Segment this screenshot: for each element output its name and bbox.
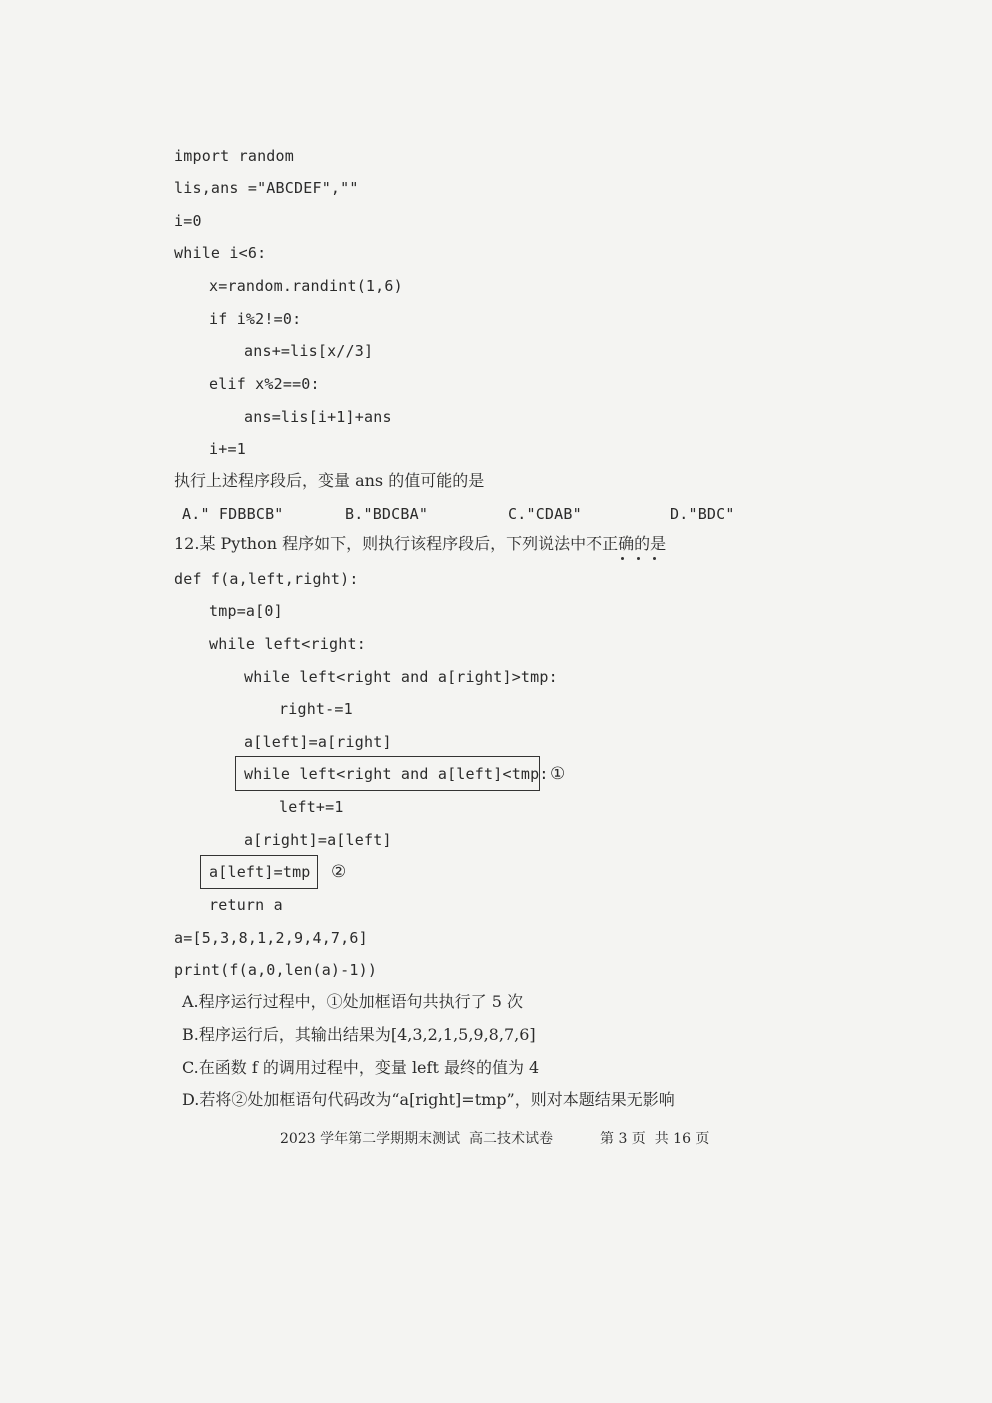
- option-c: C.在函数 f 的调用过程中，变量 left 最终的值为 4: [182, 1058, 540, 1077]
- code-line: ans+=lis[x//3]: [244, 342, 374, 360]
- code-line: while i<6:: [174, 244, 267, 262]
- option-b: B.程序运行后，其输出结果为[4,3,2,1,5,9,8,7,6]: [182, 1025, 536, 1044]
- code-line: a[left]=a[right]: [244, 733, 392, 751]
- option-c: C."CDAB": [508, 505, 582, 523]
- option-d: D."BDC": [670, 505, 735, 523]
- option-b: B."BDCBA": [345, 505, 429, 523]
- emphasis-dot: [653, 557, 656, 560]
- marker-1: ①: [550, 764, 566, 784]
- code-line: left+=1: [279, 798, 344, 816]
- code-line: i+=1: [209, 440, 246, 458]
- code-line-boxed-1: while left<right and a[left]<tmp:: [244, 765, 549, 783]
- code-line: print(f(a,0,len(a)-1)): [174, 961, 378, 979]
- code-line: a=[5,3,8,1,2,9,4,7,6]: [174, 929, 368, 947]
- option-d: D.若将②处加框语句代码改为“a[right]=tmp”，则对本题结果无影响: [182, 1090, 675, 1109]
- code-line: i=0: [174, 212, 202, 230]
- marker-2: ②: [331, 862, 347, 882]
- code-line: if i%2!=0:: [209, 310, 302, 328]
- code-line: right-=1: [279, 700, 353, 718]
- stem-end: 的是: [634, 534, 667, 553]
- code-line: ans=lis[i+1]+ans: [244, 408, 392, 426]
- stem-emphasis: 不正确: [586, 534, 635, 553]
- footer-page-number: 第 3 页 共 16 页: [600, 1131, 710, 1147]
- code-line-boxed-2: a[left]=tmp: [209, 863, 311, 881]
- question-11-stem: 执行上述程序段后，变量 ans 的值可能的是: [174, 471, 485, 490]
- question-12-stem: [174, 534, 666, 554]
- emphasis-dot: [637, 557, 640, 560]
- code-line: def f(a,left,right):: [174, 570, 359, 588]
- stem-start: 12.某 Python 程序如下，则执行该程序段后，下列说法中: [174, 534, 587, 553]
- code-line: import random: [174, 147, 294, 165]
- emphasis-dot: [621, 557, 624, 560]
- code-line: a[right]=a[left]: [244, 831, 392, 849]
- footer-exam-title: 2023 学年第二学期期末测试 高二技术试卷: [280, 1131, 553, 1147]
- code-line: return a: [209, 896, 283, 914]
- option-a: A.程序运行过程中，①处加框语句共执行了 5 次: [182, 992, 523, 1011]
- code-line: x=random.randint(1,6): [209, 277, 403, 295]
- code-line: lis,ans ="ABCDEF","": [174, 179, 359, 197]
- code-line: elif x%2==0:: [209, 375, 320, 393]
- code-line: while left<right:: [209, 635, 366, 653]
- code-line: tmp=a[0]: [209, 602, 283, 620]
- code-line: while left<right and a[right]>tmp:: [244, 668, 558, 686]
- option-a: A." FDBBCB": [182, 505, 284, 523]
